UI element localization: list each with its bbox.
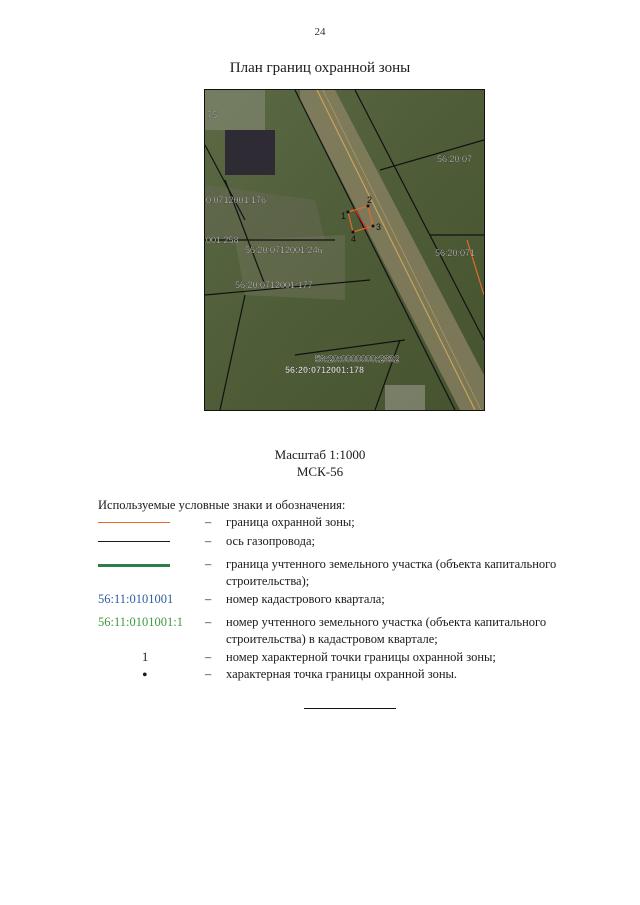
legend-dash: – bbox=[205, 650, 212, 664]
orange-line-symbol bbox=[98, 522, 170, 523]
aerial-map bbox=[204, 89, 485, 411]
parcel-label: 0:0712001:176 bbox=[206, 195, 267, 205]
legend-dash: – bbox=[205, 515, 212, 529]
legend-desc: номер учтенного земельного участка (объекта капитального строительства) в кадастровом квартале; bbox=[226, 615, 547, 646]
legend-dash: – bbox=[205, 667, 212, 681]
legend-heading: Используемые условные знаки и обозначения: bbox=[98, 498, 346, 512]
point-label: 2 bbox=[367, 195, 373, 205]
legend-desc: характерная точка границы охранной зоны. bbox=[226, 667, 458, 681]
parcel-label: 56:20:0000000:2632 bbox=[315, 354, 400, 364]
point-label: 1 bbox=[341, 211, 347, 221]
bottom-rule bbox=[304, 708, 396, 709]
parcel-label: 56:20:0712001:177 bbox=[235, 280, 313, 290]
page-number: 24 bbox=[314, 26, 326, 38]
legend-dash: – bbox=[205, 615, 212, 629]
parcel-label: 56:20:0712001:246 bbox=[245, 245, 323, 255]
scale-block bbox=[0, 446, 640, 480]
legend-dash: – bbox=[205, 592, 212, 606]
building bbox=[385, 385, 425, 410]
scale-text: Масштаб 1:1000 bbox=[274, 447, 366, 462]
parcel-number-symbol: 56:11:0101001:1 bbox=[98, 615, 183, 629]
legend-desc: граница учтенного земельного участка (объекта капитального строительства); bbox=[226, 557, 557, 588]
legend-dash: – bbox=[205, 534, 212, 548]
green-line-symbol bbox=[98, 564, 170, 567]
legend-dash: – bbox=[205, 557, 212, 571]
legend-desc: граница охранной зоны; bbox=[226, 515, 355, 529]
parcel-label: 56:20:07 bbox=[437, 154, 473, 164]
point-label: 3 bbox=[376, 222, 382, 232]
house-roof bbox=[225, 130, 275, 175]
cadastral-quarter-symbol: 56:11:0101001 bbox=[98, 592, 174, 606]
point-number-symbol: 1 bbox=[142, 650, 149, 664]
page-title: План границ охранной зоны bbox=[229, 60, 411, 76]
point-label: 4 bbox=[351, 234, 357, 244]
parcel-label: 001:258 bbox=[206, 235, 239, 245]
coordinate-system: МСК-56 bbox=[296, 464, 344, 479]
legend-desc: номер характерной точки границы охранной зоны; bbox=[226, 650, 496, 664]
parcel-label: 56:20:071 bbox=[435, 248, 476, 258]
black-line-symbol bbox=[98, 541, 170, 542]
point-dot-symbol: • bbox=[142, 667, 148, 684]
parcel-label: 75 bbox=[207, 110, 218, 120]
legend-desc: ось газопровода; bbox=[226, 534, 316, 548]
legend-desc: номер кадастрового квартала; bbox=[226, 592, 385, 606]
parcel-label: 56:20:0712001:178 bbox=[285, 365, 365, 375]
